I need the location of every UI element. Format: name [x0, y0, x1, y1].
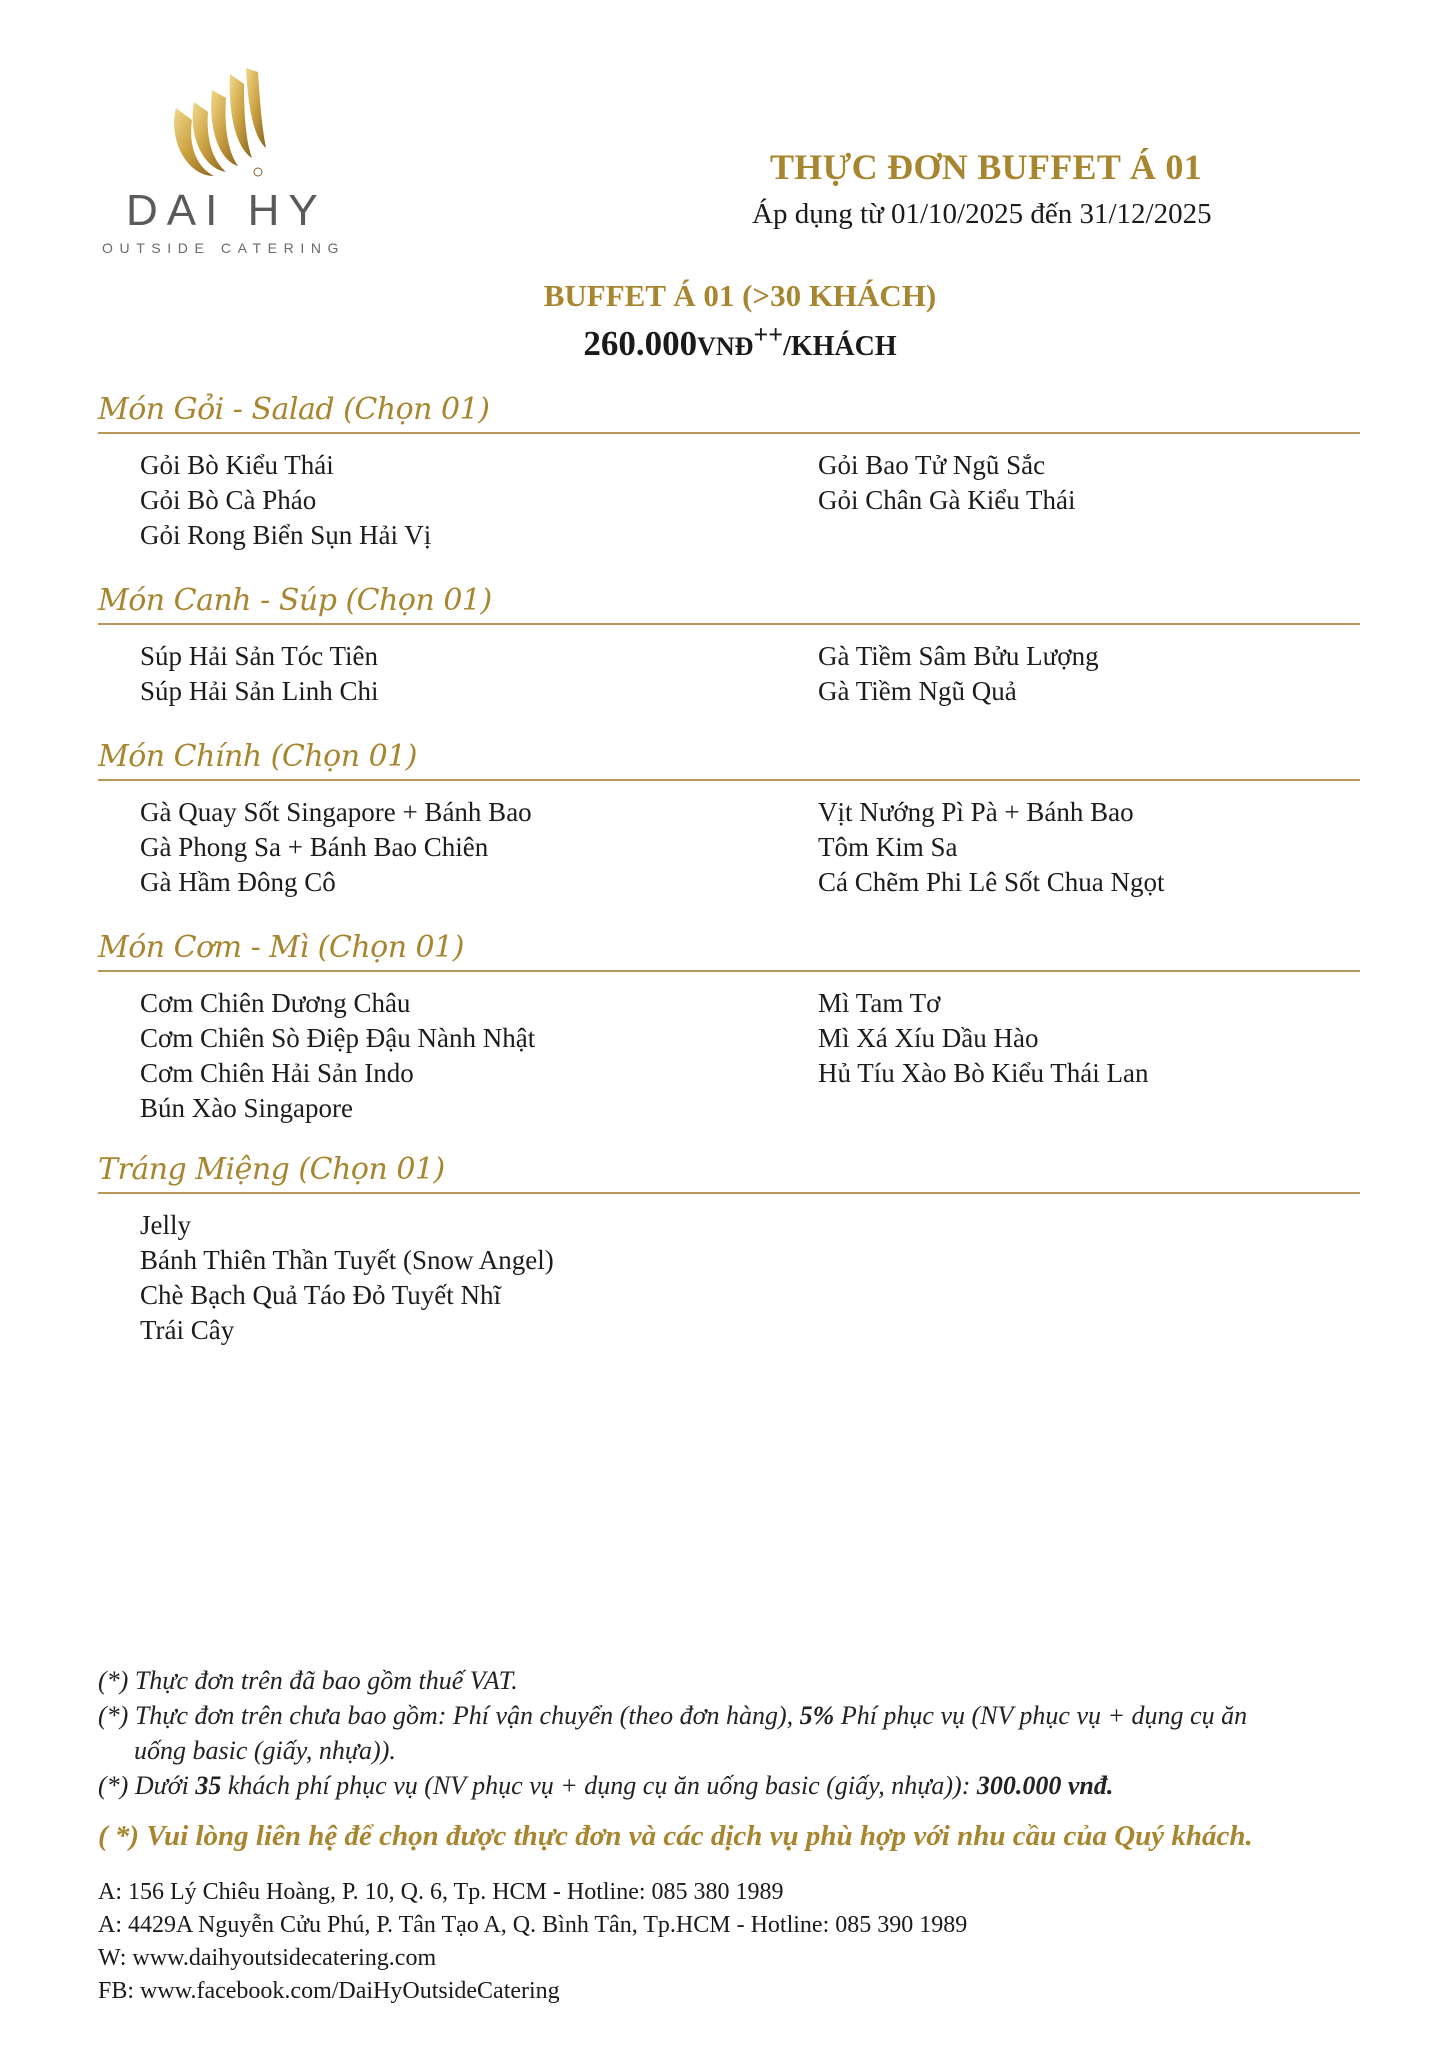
price-currency: VNĐ	[697, 332, 754, 361]
note-exclusions-cont	[98, 1733, 1398, 1768]
website-link[interactable]: W: www.daihyoutsidecatering.com	[98, 1945, 437, 1971]
list-item: Jelly	[140, 1210, 191, 1240]
price-amount: 260.000	[583, 324, 698, 363]
left-column	[140, 986, 535, 1126]
note-text: khách phí phục vụ (NV phục vụ + dụng cụ ăn uống basic (giấy, nhựa)):	[221, 1771, 977, 1800]
logo-mark-icon	[168, 68, 268, 183]
list-item: Mì Tam Tơ	[818, 988, 941, 1018]
list-item: Bánh Thiên Thần Tuyết (Snow Angel)	[140, 1245, 554, 1275]
note-under-35	[98, 1768, 1398, 1803]
price-unit: /KHÁCH	[783, 331, 897, 362]
section-rice-noodle	[98, 926, 1360, 1123]
list-item: Hủ Tíu Xào Bò Kiểu Thái Lan	[818, 1058, 1149, 1088]
note-fee: 300.000 vnđ.	[976, 1771, 1114, 1800]
list-item: Trái Cây	[140, 1315, 235, 1345]
section-divider	[98, 623, 1360, 625]
footer-contact	[98, 1876, 967, 2008]
package-name: BUFFET Á 01 (>30 KHÁCH)	[543, 278, 937, 313]
list-item: Gỏi Bò Kiểu Thái	[140, 450, 334, 480]
list-item: Gà Phong Sa + Bánh Bao Chiên	[140, 832, 489, 862]
right-column	[818, 639, 1099, 709]
right-column	[818, 448, 1075, 518]
note-text: (*) Thực đơn trên chưa bao gồm: Phí vận chuyển (theo đơn hàng),	[98, 1701, 800, 1730]
section-dessert	[98, 1148, 1360, 1345]
price-plus: ++	[753, 320, 784, 349]
left-column	[140, 795, 532, 900]
left-column	[140, 448, 431, 553]
list-item: Cơm Chiên Dương Châu	[140, 988, 411, 1018]
list-item: Cơm Chiên Hải Sản Indo	[140, 1058, 414, 1088]
note-number: 35	[195, 1771, 222, 1800]
notes	[98, 1663, 1398, 1803]
list-item: Gà Hầm Đông Cô	[140, 867, 336, 897]
section-divider	[98, 1192, 1360, 1194]
note-exclusions	[98, 1698, 1398, 1733]
section-title: Món Canh - Súp (Chọn 01)	[98, 583, 492, 618]
list-item: Gà Tiềm Ngũ Quả	[818, 676, 1017, 706]
list-item: Vịt Nướng Pì Pà + Bánh Bao	[818, 797, 1134, 827]
section-title: Món Cơm - Mì (Chọn 01)	[98, 930, 464, 965]
section-divider	[98, 779, 1360, 781]
list-item: Cơm Chiên Sò Điệp Đậu Nành Nhật	[140, 1023, 536, 1053]
brand-name: DAI HY	[126, 186, 327, 235]
list-item: Gỏi Bò Cà Pháo	[140, 485, 317, 515]
section-divider	[98, 432, 1360, 434]
list-item: Gà Tiềm Sâm Bửu Lượng	[818, 641, 1099, 671]
list-item: Chè Bạch Quả Táo Đỏ Tuyết Nhĩ	[140, 1280, 501, 1310]
section-soup	[98, 579, 1360, 706]
list-item: Tôm Kim Sa	[818, 832, 958, 862]
list-item: Gỏi Rong Biển Sụn Hải Vị	[140, 520, 432, 550]
section-divider	[98, 970, 1360, 972]
list-item: Gỏi Bao Tử Ngũ Sắc	[818, 450, 1046, 480]
list-item: Bún Xào Singapore	[140, 1093, 353, 1123]
brand-tagline: OUTSIDE CATERING	[102, 240, 346, 256]
section-title: Tráng Miệng (Chọn 01)	[98, 1152, 445, 1187]
list-item: Gà Quay Sốt Singapore + Bánh Bao	[140, 797, 532, 827]
contact-note: ( *) Vui lòng liên hệ để chọn được thực đơn và các dịch vụ phù hợp với nhu cầu của Quý khách.	[98, 1820, 1253, 1852]
list-item: Súp Hải Sản Tóc Tiên	[140, 641, 379, 671]
note-text: Phí phục vụ (NV phục vụ + dụng cụ ăn	[834, 1701, 1248, 1730]
section-salad	[98, 388, 1360, 550]
list-item: Mì Xá Xíu Dầu Hào	[818, 1023, 1039, 1053]
right-column	[818, 986, 1148, 1091]
list-item: Súp Hải Sản Linh Chi	[140, 676, 379, 706]
price-line	[0, 320, 1449, 364]
address-2: A: 4429A Nguyễn Cửu Phú, P. Tân Tạo A, Q. Bình Tân, Tp.HCM - Hotline: 085 390 1989	[98, 1912, 968, 1938]
note-text: (*) Dưới	[98, 1771, 196, 1800]
right-column	[818, 795, 1165, 900]
menu-title: THỰC ĐƠN BUFFET Á 01	[770, 147, 1203, 187]
section-title: Món Chính (Chọn 01)	[98, 739, 417, 774]
note-vat: (*) Thực đơn trên đã bao gồm thuế VAT.	[98, 1666, 518, 1695]
brand-logo	[98, 68, 348, 258]
note-percent: 5%	[799, 1701, 835, 1730]
left-column	[140, 639, 379, 709]
list-item: Gỏi Chân Gà Kiểu Thái	[818, 485, 1076, 515]
list-item: Cá Chẽm Phi Lê Sốt Chua Ngọt	[818, 867, 1165, 897]
section-title: Món Gỏi - Salad (Chọn 01)	[98, 392, 490, 427]
section-main	[98, 735, 1360, 897]
note-text: uống basic (giấy, nhựa)).	[134, 1736, 396, 1765]
applied-dates: Áp dụng từ 01/10/2025 đến 31/12/2025	[752, 198, 1212, 230]
facebook-link[interactable]: FB: www.facebook.com/DaiHyOutsideCatering	[98, 1978, 560, 2004]
left-column	[140, 1208, 554, 1348]
address-1: A: 156 Lý Chiêu Hoàng, P. 10, Q. 6, Tp. HCM - Hotline: 085 380 1989	[98, 1879, 784, 1905]
